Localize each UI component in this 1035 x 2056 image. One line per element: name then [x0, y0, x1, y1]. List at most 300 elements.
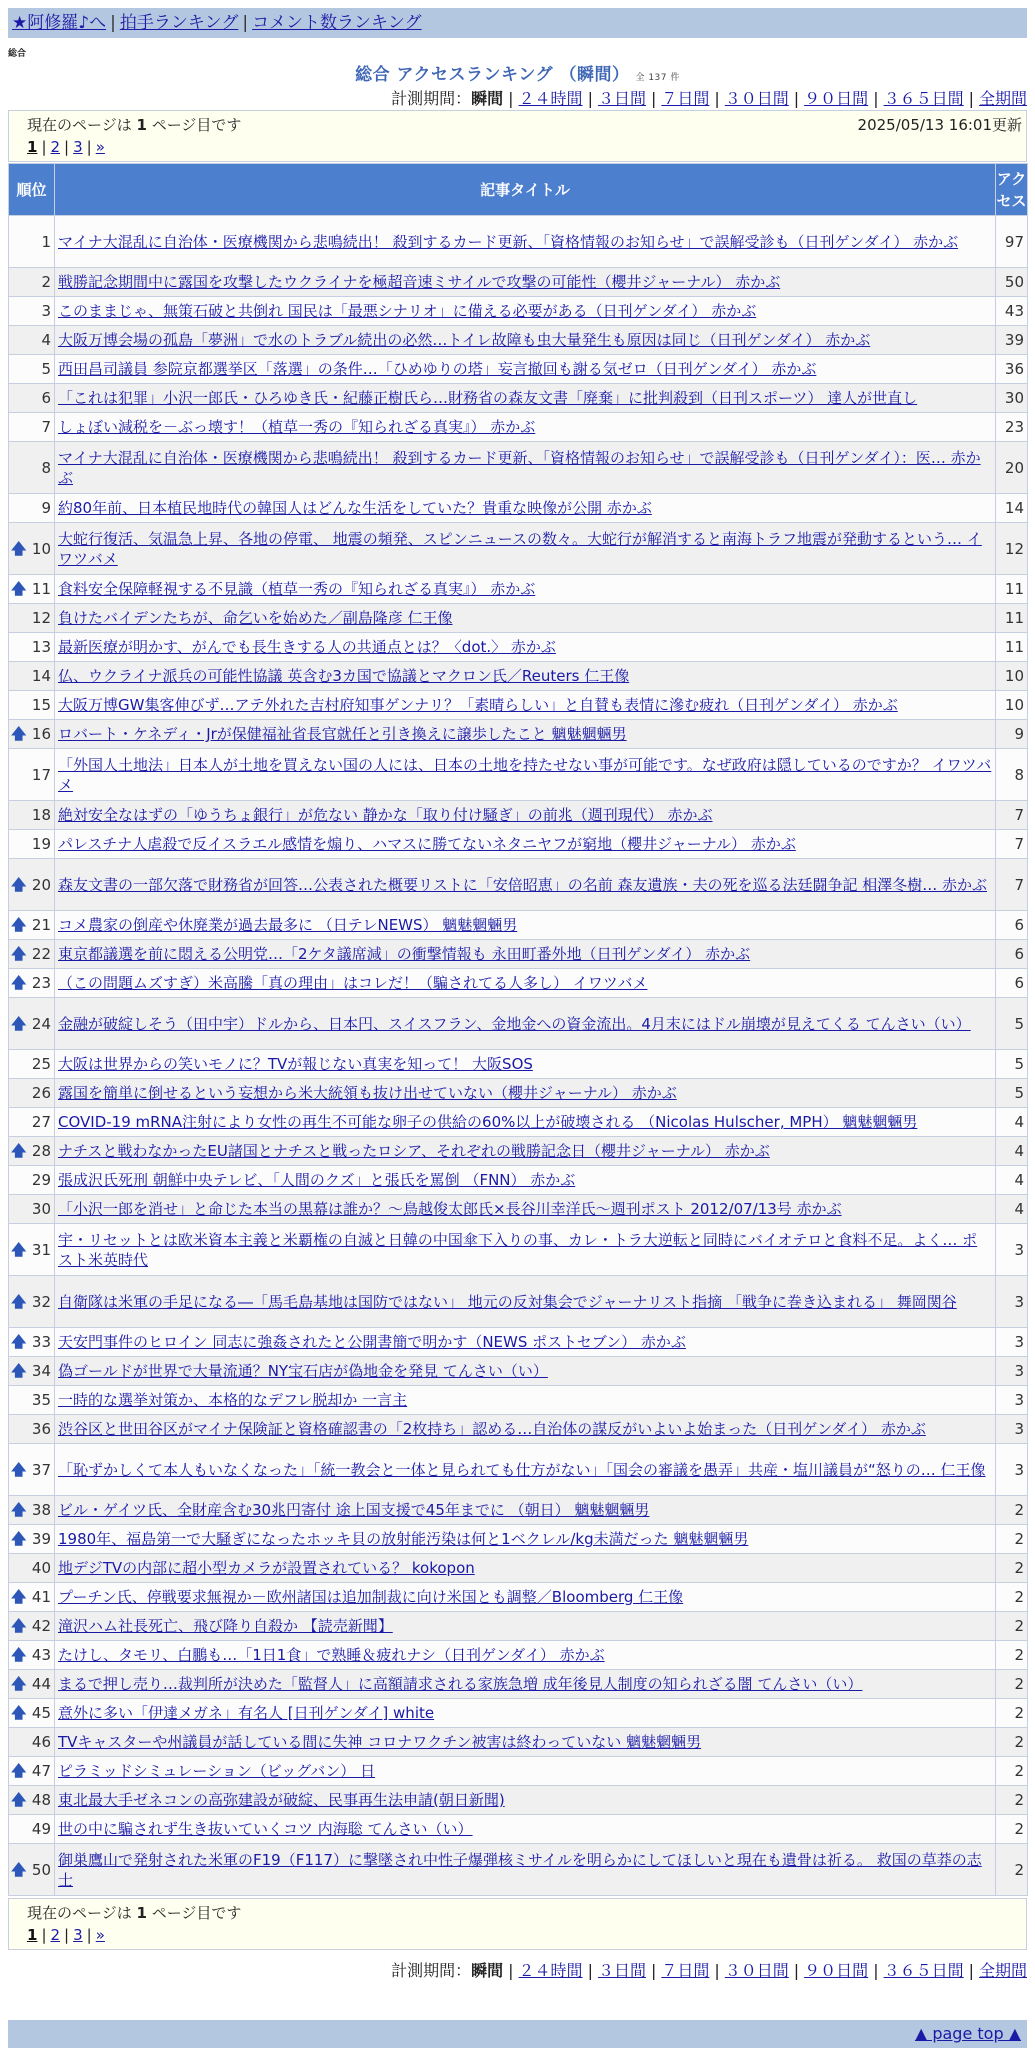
table-row	[9, 523, 1028, 575]
page-separator: |	[86, 138, 92, 156]
access-count: 7	[996, 801, 1028, 830]
access-count: 5	[996, 1079, 1028, 1108]
rank-number: 31	[31, 1240, 51, 1259]
table-row	[9, 633, 1028, 662]
up-arrow-icon: 🡅	[11, 1361, 27, 1380]
period-link[interactable]: ３日間	[597, 1961, 646, 1980]
period-separator: |	[793, 1961, 800, 1980]
article-link[interactable]: マイナ大混乱に自治体・医療機関から悲鳴続出！ 殺到するカード更新、「資格情報のお知らせ」で誤解受診も（日刊ゲンダイ） 赤かぶ	[58, 232, 959, 251]
title-cell	[55, 998, 996, 1050]
header-rank: 順位	[9, 164, 55, 216]
title-cell	[55, 1386, 996, 1415]
title-cell	[55, 1166, 996, 1195]
access-count: 23	[996, 413, 1028, 442]
access-count: 2	[996, 1554, 1028, 1583]
article-link[interactable]: 仏、ウクライナ派兵の可能性協議 英含む3カ国で協議とマクロン氏／Reuters 仁王像	[58, 667, 630, 685]
period-link[interactable]: ３６５日間	[883, 89, 964, 108]
rank-cell	[9, 1525, 55, 1554]
rank-number: 4	[41, 331, 51, 349]
period-link[interactable]: ９０日間	[804, 89, 869, 108]
article-link[interactable]: 地デジTVの内部に超小型カメラが設置されている？ kokopon	[58, 1559, 475, 1577]
article-link[interactable]: ビル・ゲイツ氏、全財産含む30兆円寄付 途上国支援で45年までに （朝日） 魑魅魍魎男	[58, 1501, 650, 1519]
page-link-current: 1	[27, 1926, 38, 1944]
rank-cell	[9, 1670, 55, 1699]
period-link[interactable]: ２４時間	[518, 1961, 583, 1980]
title-cell	[55, 1583, 996, 1612]
access-count: 4	[996, 1137, 1028, 1166]
title-cell	[55, 1357, 996, 1386]
period-link[interactable]: ３０日間	[724, 89, 789, 108]
rank-cell	[9, 911, 55, 940]
up-arrow-icon: 🡅	[11, 973, 27, 992]
title-cell	[55, 1328, 996, 1357]
page-link[interactable]: 2	[50, 1926, 61, 1944]
table-row	[9, 1612, 1028, 1641]
access-count: 2	[996, 1786, 1028, 1815]
ranking-title: 総合 アクセスランキング （瞬間）	[355, 65, 630, 85]
table-row	[9, 1386, 1028, 1415]
article-link[interactable]: 大阪は世界からの笑いモノに？TVが報じない真実を知って！ 大阪SOS	[58, 1055, 533, 1073]
article-link[interactable]: 「小沢一郎を消せ」と命じた本当の黒幕は誰か？～鳥越俊太郎氏×長谷川幸洋氏～週刊ポスト 2012/07/13号 赤かぶ	[58, 1200, 842, 1218]
table-row	[9, 1641, 1028, 1670]
rank-number: 48	[31, 1791, 51, 1809]
rank-cell	[9, 940, 55, 969]
title-cell	[55, 859, 996, 911]
title-cell	[55, 940, 996, 969]
table-row	[9, 1224, 1028, 1276]
table-row	[9, 1357, 1028, 1386]
access-count: 14	[996, 494, 1028, 523]
article-link[interactable]: まるで押し売り…裁判所が決めた「監督人」に高額請求される家族急増 成年後見人制度の知られざる闇 てんさい（い）	[58, 1675, 863, 1693]
table-row	[9, 413, 1028, 442]
article-link[interactable]: 天安門事件のヒロイン 同志に強姦されたと公開書簡で明かす（NEWS ポストセブン） 赤かぶ	[58, 1333, 686, 1351]
article-link[interactable]: 金融が破綻しそう（田中宇）ドルから、日本円、スイスフラン、金地金への資金流出。4月末にはドル崩壊が見えてくる てんさい（い）	[58, 1014, 971, 1033]
title-cell	[55, 1815, 996, 1844]
title-cell	[55, 575, 996, 604]
article-link[interactable]: 「外国人土地法」日本人が土地を買えない国の人には、日本の土地を持たせない事が可能です。なぜ政府は隠しているのですか？ イワツバメ	[58, 755, 992, 794]
article-link[interactable]: パレスチナ人虐殺で反イスラエル感情を煽り、ハマスに勝てないネタニヤフが窮地（櫻井ジャーナル） 赤かぶ	[58, 835, 796, 853]
up-arrow-icon: 🡅	[11, 1500, 27, 1519]
article-link[interactable]: 森友文書の一部欠落で財務省が回答…公表された概要リストに「安倍昭恵」の名前 森友遺族・夫の死を巡る法廷闘争記 相澤冬樹… 赤かぶ	[58, 875, 988, 894]
page-link[interactable]: 2	[50, 138, 61, 156]
up-arrow-icon: 🡅	[11, 1587, 27, 1606]
up-arrow-icon: 🡅	[11, 1616, 27, 1635]
up-arrow-icon: 🡅	[11, 579, 27, 598]
access-count: 6	[996, 911, 1028, 940]
title-cell	[55, 1844, 996, 1896]
access-count: 7	[996, 859, 1028, 911]
table-row	[9, 1195, 1028, 1224]
article-link[interactable]: このままじゃ、無策石破と共倒れ 国民は「最悪シナリオ」に備える必要がある（日刊ゲンダイ） 赤かぶ	[58, 302, 757, 320]
up-arrow-icon: 🡅	[11, 1014, 27, 1032]
article-link[interactable]: 「これは犯罪」小沢一郎氏・ひろゆき氏・紀藤正樹氏ら…財務省の森友文書「廃棄」に批判殺到（日刊スポーツ） 達人が世直し	[58, 389, 918, 407]
title-cell	[55, 384, 996, 413]
title-cell	[55, 1525, 996, 1554]
title-cell	[55, 1276, 996, 1328]
page-status-prefix: 現在のページは	[27, 1904, 132, 1922]
access-count: 11	[996, 575, 1028, 604]
article-link[interactable]: 意外に多い「伊達メガネ」有名人 [日刊ゲンダイ] white	[58, 1704, 435, 1722]
header-access: アクセス	[996, 164, 1028, 216]
article-link[interactable]: COVID-19 mRNA注射により女性の再生不可能な卵子の供給の60%以上が破壊される （Nicolas Hulscher, MPH） 魑魅魍魎男	[58, 1113, 918, 1131]
rank-number: 41	[31, 1588, 51, 1606]
table-row	[9, 268, 1028, 297]
article-link[interactable]: 大阪万博GW集客伸びず…アテ外れた吉村府知事ゲンナリ？「素晴らしい」と自賛も表情に滲む疲れ（日刊ゲンダイ） 赤かぶ	[58, 696, 898, 714]
article-link[interactable]: 偽ゴールドが世界で大量流通？NY宝石店が偽地金を発見 てんさい（い）	[58, 1362, 548, 1380]
home-link[interactable]: ★阿修羅♪へ	[12, 13, 107, 33]
access-count: 2	[996, 1699, 1028, 1728]
article-link[interactable]: プーチン氏、停戦要求無視か－欧州諸国は追加制裁に向け米国とも調整／Bloomberg 仁王像	[58, 1588, 684, 1606]
period-link[interactable]: ７日間	[661, 89, 710, 108]
article-link[interactable]: 一時的な選挙対策か、本格的なデフレ脱却か 一言主	[58, 1391, 408, 1409]
article-link[interactable]: 大蛇行復活、気温急上昇、各地の停電、 地震の頻発、スピンニュースの数々。大蛇行が解消すると南海トラフ地震が発動するという… イワツバメ	[58, 529, 982, 568]
table-row	[9, 940, 1028, 969]
access-count: 6	[996, 969, 1028, 998]
access-count: 5	[996, 998, 1028, 1050]
rank-cell	[9, 1728, 55, 1757]
rank-cell	[9, 749, 55, 801]
table-row	[9, 1728, 1028, 1757]
period-separator: |	[968, 1961, 974, 1980]
total-count: 全 137 件	[635, 73, 680, 83]
table-row	[9, 911, 1028, 940]
article-link[interactable]: 戦勝記念期間中に露国を攻撃したウクライナを極超音速ミサイルで攻撃の可能性（櫻井ジャーナル） 赤かぶ	[58, 273, 781, 291]
comment-ranking-link[interactable]: コメント数ランキング	[252, 13, 422, 33]
rank-cell	[9, 969, 55, 998]
title-cell	[55, 523, 996, 575]
rank-number: 38	[31, 1501, 51, 1519]
rank-cell	[9, 355, 55, 384]
access-count: 3	[996, 1357, 1028, 1386]
up-arrow-icon: 🡅	[11, 1141, 27, 1160]
table-row	[9, 1583, 1028, 1612]
period-link[interactable]: ３０日間	[724, 1961, 789, 1980]
title-cell	[55, 268, 996, 297]
rank-number: 2	[41, 273, 51, 291]
article-link[interactable]: 露国を簡単に倒せるという妄想から米大統領も抜け出せていない（櫻井ジャーナル） 赤かぶ	[58, 1084, 677, 1102]
article-link[interactable]: コメ農家の倒産や休廃業が過去最多に （日テレNEWS） 魑魅魍魎男	[58, 916, 518, 934]
rank-cell	[9, 326, 55, 355]
rank-number: 18	[31, 806, 51, 824]
rank-number: 20	[31, 875, 51, 894]
article-link[interactable]: 大阪万博会場の孤島「夢洲」で水のトラブル続出の必然…トイレ故障も虫大量発生も原因は同じ（日刊ゲンダイ） 赤かぶ	[58, 331, 871, 349]
rank-number: 16	[31, 725, 51, 743]
article-link[interactable]: ピラミッドシミュレーション（ビッグバン） 日	[58, 1762, 376, 1780]
rank-cell	[9, 1583, 55, 1612]
access-count: 2	[996, 1641, 1028, 1670]
access-count: 10	[996, 662, 1028, 691]
up-arrow-icon: 🡅	[11, 1703, 27, 1722]
rank-number: 9	[41, 499, 51, 517]
rank-number: 27	[31, 1113, 51, 1131]
access-count: 3	[996, 1328, 1028, 1357]
up-arrow-icon: 🡅	[11, 1761, 27, 1780]
rank-number: 26	[31, 1084, 51, 1102]
access-count: 9	[996, 720, 1028, 749]
article-link[interactable]: 滝沢ハム社長死亡、飛び降り自殺か 【読売新聞】	[58, 1617, 393, 1635]
rank-cell	[9, 1699, 55, 1728]
title-cell	[55, 1415, 996, 1444]
rank-cell	[9, 1195, 55, 1224]
article-link[interactable]: 西田昌司議員 参院京都選挙区「落選」の条件…「ひめゆりの塔」妄言撤回も謝る気ゼロ（日刊ゲンダイ） 赤かぶ	[58, 360, 817, 378]
page-status	[27, 114, 241, 135]
access-count: 2	[996, 1525, 1028, 1554]
period-separator: |	[714, 1961, 720, 1980]
title-cell	[55, 1728, 996, 1757]
period-separator: |	[714, 89, 720, 108]
article-link[interactable]: 食料安全保障軽視する不見識（植草一秀の『知られざる真実』） 赤かぶ	[58, 580, 536, 598]
article-link[interactable]: たけし、タモリ、白鵬も…「1日1食」で熟睡＆疲れナシ（日刊ゲンダイ） 赤かぶ	[58, 1646, 605, 1664]
rank-cell	[9, 1415, 55, 1444]
rank-cell	[9, 720, 55, 749]
table-row	[9, 801, 1028, 830]
rank-cell	[9, 1554, 55, 1583]
period-label: 計測期間：	[391, 1961, 472, 1980]
title-cell	[55, 1699, 996, 1728]
page-separator: |	[86, 1926, 92, 1944]
table-row	[9, 1137, 1028, 1166]
title-cell	[55, 633, 996, 662]
title-cell	[55, 691, 996, 720]
article-link[interactable]: 負けたバイデンたちが、命乞いを始めた／副島隆彦 仁王像	[58, 609, 453, 627]
rank-number: 44	[31, 1675, 51, 1693]
rank-number: 21	[31, 916, 51, 934]
next-page-link[interactable]: »	[95, 138, 105, 156]
article-link[interactable]: 「恥ずかしくて本人もいなくなった」「統一教会と一体と見られても仕方がない」「国会の審議を愚弄」共産・塩川議員が“怒りの… 仁王像	[58, 1460, 986, 1479]
title-cell	[55, 801, 996, 830]
article-link[interactable]: 約80年前、日本植民地時代の韓国人はどんな生活をしていた？貴重な映像が公開 赤かぶ	[58, 499, 652, 517]
page-link[interactable]: 3	[73, 138, 83, 156]
article-link[interactable]: しょぼい減税を－ぶっ壊す！（植草一秀の『知られざる真実』） 赤かぶ	[58, 418, 536, 436]
rank-cell	[9, 1641, 55, 1670]
up-arrow-icon: 🡅	[11, 1645, 27, 1664]
up-arrow-icon: 🡅	[11, 944, 27, 963]
access-count: 12	[996, 523, 1028, 575]
table-row	[9, 1415, 1028, 1444]
table-row	[9, 1079, 1028, 1108]
page-top-link[interactable]: ▲ page top ▲	[914, 2024, 1021, 2043]
rank-cell	[9, 494, 55, 523]
rank-cell	[9, 1357, 55, 1386]
rank-cell	[9, 523, 55, 575]
access-count: 2	[996, 1496, 1028, 1525]
access-count: 3	[996, 1415, 1028, 1444]
title-cell	[55, 1641, 996, 1670]
table-row	[9, 720, 1028, 749]
footer-bar	[8, 2020, 1027, 2048]
access-count: 97	[996, 216, 1028, 268]
article-link[interactable]: 宇・リセットとは欧米資本主義と米覇権の自滅と日韓の中国傘下入りの事、カレ・トラ大逆転と同時にバイオテロと食料不足。よく… ポスト米英時代	[58, 1230, 978, 1269]
table-row	[9, 1699, 1028, 1728]
page-status-suffix: ページ目です	[151, 1904, 242, 1922]
access-count: 2	[996, 1728, 1028, 1757]
rank-number: 1	[41, 232, 51, 251]
access-count: 2	[996, 1583, 1028, 1612]
period-separator: |	[873, 1961, 879, 1980]
period-separator: |	[508, 89, 514, 108]
rank-number: 22	[31, 945, 51, 963]
rank-cell	[9, 1224, 55, 1276]
ranking-table	[8, 163, 1028, 1896]
period-link[interactable]: 全期間	[978, 1961, 1027, 1980]
table-row	[9, 297, 1028, 326]
rank-cell	[9, 1386, 55, 1415]
rank-number: 40	[31, 1559, 51, 1577]
article-link[interactable]: 東京都議選を前に悶える公明党…「2ケタ議席減」の衝撃情報も 永田町番外地（日刊ゲンダイ） 赤かぶ	[58, 945, 751, 963]
title-cell	[55, 1108, 996, 1137]
title-cell	[55, 1224, 996, 1276]
page-status-number: 1	[136, 116, 147, 134]
period-link[interactable]: ７日間	[661, 1961, 710, 1980]
period-link[interactable]: ３日間	[597, 89, 646, 108]
section-label: 総合	[8, 49, 27, 59]
access-count: 43	[996, 297, 1028, 326]
period-link[interactable]: 全期間	[978, 89, 1027, 108]
title-cell	[55, 1612, 996, 1641]
rank-number: 14	[31, 667, 51, 685]
page-links	[27, 138, 105, 156]
rank-number: 11	[31, 580, 51, 598]
table-row	[9, 355, 1028, 384]
article-link[interactable]: 最新医療が明かす、がんでも長生きする人の共通点とは？〈dot.〉 赤かぶ	[58, 638, 556, 656]
table-row	[9, 1496, 1028, 1525]
access-count: 4	[996, 1195, 1028, 1224]
rank-number: 19	[31, 835, 51, 853]
page-status-suffix: ページ目です	[151, 116, 242, 134]
rank-number: 42	[31, 1617, 51, 1635]
article-link[interactable]: ナチスと戦わなかったEU諸国とナチスと戦ったロシア、それぞれの戦勝記念日（櫻井ジャーナル） 赤かぶ	[58, 1142, 770, 1160]
article-link[interactable]: 絶対安全なはずの「ゆうちょ銀行」が危ない 静かな「取り付け騒ぎ」の前兆（週刊現代） 赤かぶ	[58, 806, 713, 824]
rank-number: 24	[31, 1014, 51, 1033]
access-count: 11	[996, 633, 1028, 662]
article-link[interactable]: 御巣鷹山で発射された米軍のF19（F117）に撃墜され中性子爆弾核ミサイルを明らかにしてほしいと現在も遺骨は祈る。 救国の草莽の志士	[58, 1850, 982, 1889]
table-row	[9, 1108, 1028, 1137]
article-link[interactable]: 世の中に騙されず生き抜いていくコツ 内海聡 てんさい（い）	[58, 1820, 473, 1838]
rank-cell	[9, 1137, 55, 1166]
rank-cell	[9, 1276, 55, 1328]
period-selector-top	[391, 86, 1027, 109]
rank-cell	[9, 801, 55, 830]
period-link[interactable]: ２４時間	[518, 89, 583, 108]
page-separator: |	[41, 1926, 47, 1944]
period-link[interactable]: ９０日間	[804, 1961, 869, 1980]
clap-ranking-link[interactable]: 拍手ランキング	[119, 13, 239, 33]
access-count: 20	[996, 442, 1028, 494]
rank-number: 23	[31, 974, 51, 992]
table-header-row	[9, 164, 1028, 216]
rank-cell	[9, 1108, 55, 1137]
access-count: 3	[996, 1224, 1028, 1276]
article-link[interactable]: 渋谷区と世田谷区がマイナ保険証と資格確認書の「2枚持ち」認める…自治体の謀反がいよいよ始まった（日刊ゲンダイ） 赤かぶ	[58, 1420, 926, 1438]
up-arrow-icon: 🡅	[11, 1292, 27, 1310]
article-link[interactable]: 1980年、福島第一で大騒ぎになったホッキ貝の放射能汚染は何と1ベクレル/kg未満だった 魑魅魍魎男	[58, 1530, 749, 1548]
page-status-prefix: 現在のページは	[27, 116, 132, 134]
rank-number: 43	[31, 1646, 51, 1664]
rank-number: 47	[31, 1762, 51, 1780]
title-cell	[55, 1050, 996, 1079]
rank-cell	[9, 1815, 55, 1844]
period-link[interactable]: ３６５日間	[883, 1961, 964, 1980]
table-row	[9, 1554, 1028, 1583]
page-link[interactable]: 3	[73, 1926, 83, 1944]
period-separator: |	[650, 1961, 657, 1980]
page-link-current: 1	[27, 138, 38, 156]
access-count: 39	[996, 326, 1028, 355]
access-count: 8	[996, 749, 1028, 801]
rank-cell	[9, 575, 55, 604]
title-cell	[55, 355, 996, 384]
access-count: 4	[996, 1108, 1028, 1137]
title-cell	[55, 413, 996, 442]
title-cell	[55, 1757, 996, 1786]
ranking-title-block	[8, 60, 1027, 85]
access-count: 4	[996, 1166, 1028, 1195]
up-arrow-icon: 🡅	[11, 1240, 27, 1258]
article-link[interactable]: 東北最大手ゼネコンの高弥建設が破綻、民事再生法申請(朝日新聞)	[58, 1791, 505, 1809]
period-current: 瞬間	[471, 89, 504, 108]
rank-cell	[9, 413, 55, 442]
article-link[interactable]: TVキャスターや州議員が話している間に失神 コロナワクチン被害は終わっていない 魑魅魍魎男	[58, 1733, 702, 1751]
article-link[interactable]: 張成沢氏死刑 朝鮮中央テレビ、「人間のクズ」と張氏を罵倒 （FNN） 赤かぶ	[58, 1171, 576, 1189]
rank-cell	[9, 1050, 55, 1079]
rank-number: 39	[31, 1530, 51, 1548]
table-row	[9, 1276, 1028, 1328]
up-arrow-icon: 🡅	[11, 539, 27, 557]
up-arrow-icon: 🡅	[11, 875, 27, 893]
rank-number: 13	[31, 638, 51, 656]
title-cell	[55, 1670, 996, 1699]
rank-number: 17	[31, 765, 51, 784]
period-separator: |	[587, 1961, 593, 1980]
rank-number: 12	[31, 609, 51, 627]
rank-number: 29	[31, 1171, 51, 1189]
next-page-link[interactable]: »	[95, 1926, 105, 1944]
up-arrow-icon: 🡅	[11, 1460, 27, 1478]
rank-cell	[9, 216, 55, 268]
table-row	[9, 494, 1028, 523]
table-row	[9, 830, 1028, 859]
rank-cell	[9, 859, 55, 911]
access-count: 3	[996, 1386, 1028, 1415]
title-cell	[55, 969, 996, 998]
table-row	[9, 1786, 1028, 1815]
period-separator: |	[587, 89, 593, 108]
page-links	[27, 1926, 105, 1944]
rank-cell	[9, 1328, 55, 1357]
rank-number: 8	[41, 458, 51, 477]
rank-cell	[9, 1496, 55, 1525]
rank-number: 32	[31, 1292, 51, 1311]
access-count: 3	[996, 1444, 1028, 1496]
title-cell	[55, 1496, 996, 1525]
nav-separator: |	[242, 13, 249, 33]
article-link[interactable]: （この問題ムズすぎ）米高騰「真の理由」はコレだ！（騙されてる人多し） イワツバメ	[58, 974, 648, 992]
table-row	[9, 1444, 1028, 1496]
article-link[interactable]: マイナ大混乱に自治体・医療機関から悲鳴続出！ 殺到するカード更新、「資格情報のお知らせ」で誤解受診も（日刊ゲンダイ）：医… 赤かぶ	[58, 448, 981, 487]
page-separator: |	[64, 138, 70, 156]
article-link[interactable]: ロバート・ケネディ・Jrが保健福祉省長官就任と引き換えに譲歩したこと 魑魅魍魎男	[58, 725, 627, 743]
access-count: 2	[996, 1612, 1028, 1641]
period-separator: |	[793, 89, 800, 108]
article-link[interactable]: 自衛隊は米軍の手足になる―「馬毛島基地は国防ではない」 地元の反対集会でジャーナリスト指摘 「戦争に巻き込まれる」 舞岡関谷	[58, 1292, 957, 1311]
rank-number: 36	[31, 1420, 51, 1438]
title-cell	[55, 216, 996, 268]
title-cell	[55, 297, 996, 326]
page-status-number: 1	[136, 1904, 147, 1922]
table-row	[9, 1050, 1028, 1079]
period-selector-bottom	[391, 1958, 1027, 1981]
rank-number: 46	[31, 1733, 51, 1751]
